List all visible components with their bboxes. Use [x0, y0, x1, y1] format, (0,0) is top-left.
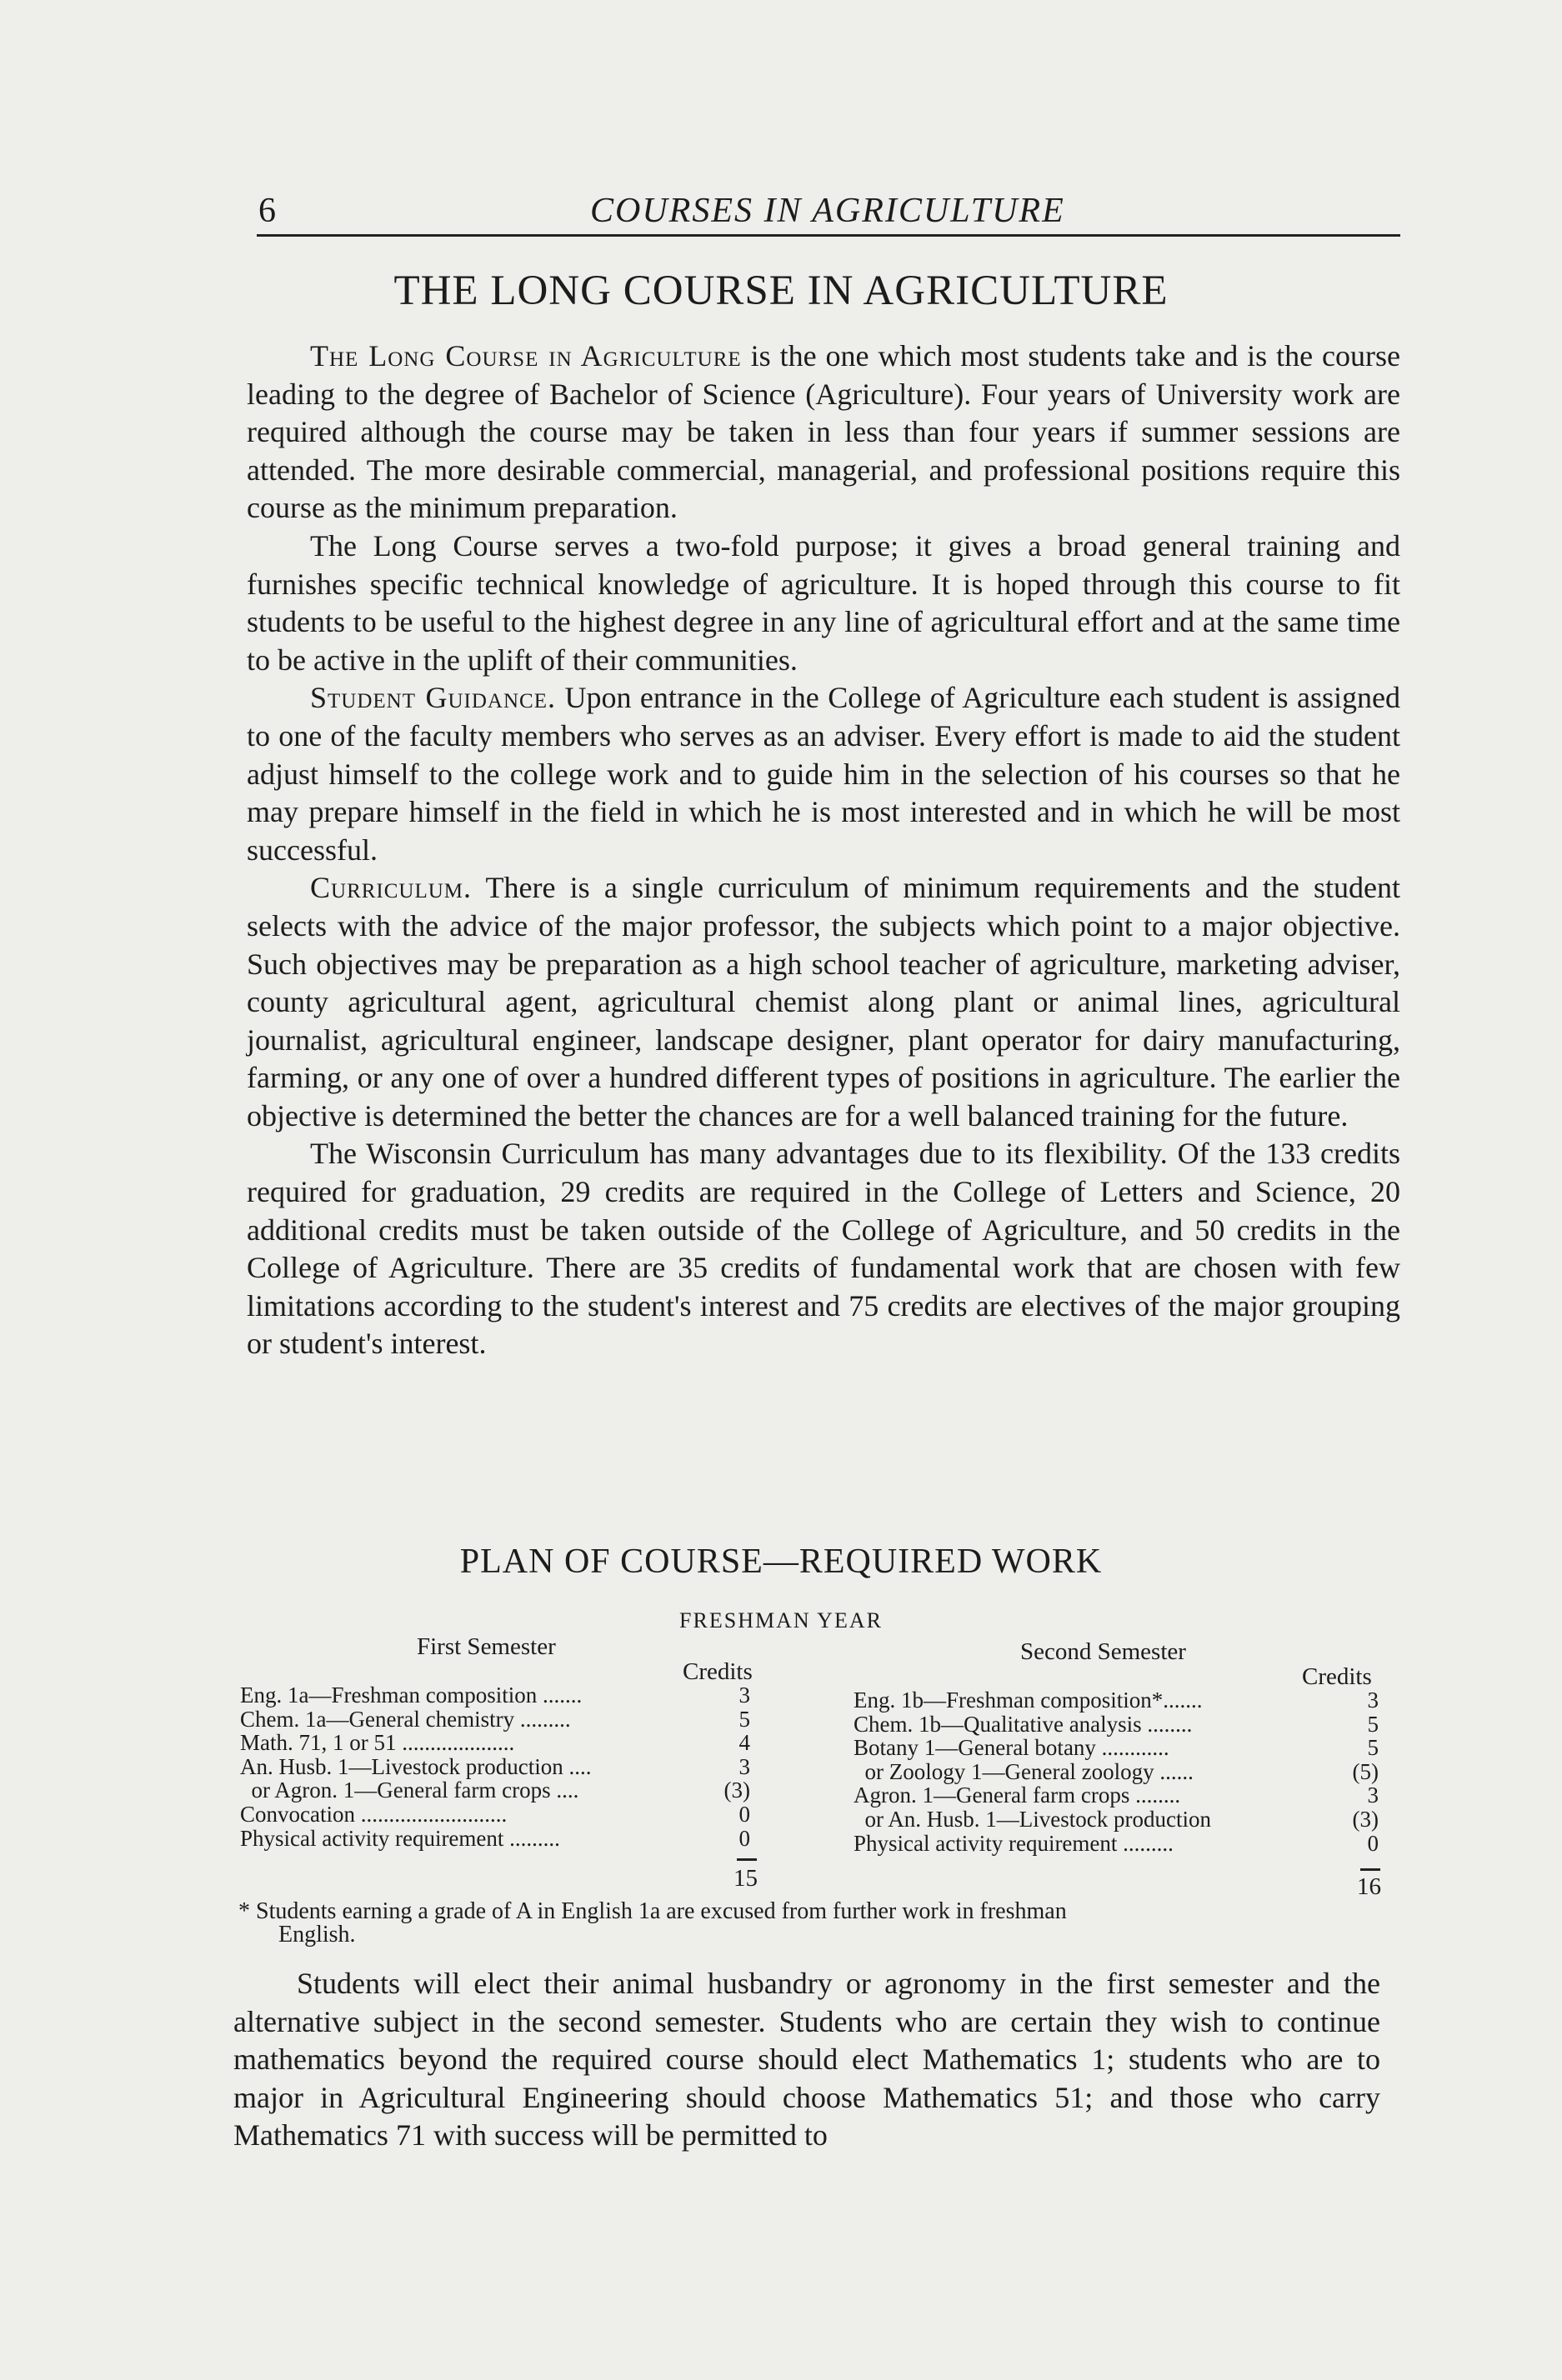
first-total: 15	[733, 1865, 758, 1892]
course-name: Math. 71, 1 or 51 ....................	[240, 1730, 515, 1756]
course-credits: 3	[738, 1753, 750, 1779]
paragraph-text: is the one which most students take and is the course leading to the degree of Bachelor of Science (Agriculture). Four years of University work are required although the course may be taken in less than four years if summer sessions are attended. The more desirable commercial, managerial, and professional positions require this course as the minimum preparation.	[247, 339, 1400, 525]
first-semester-table	[240, 1633, 765, 1892]
course-credits: 5	[1367, 1735, 1379, 1761]
closing-text	[233, 1965, 1380, 2155]
course-name: Eng. 1a—Freshman composition .......	[240, 1682, 583, 1708]
course-credits: (5)	[1352, 1758, 1379, 1784]
body-text	[247, 338, 1400, 1363]
paragraph-wisconsin: The Wisconsin Curriculum has many advantages due to its flexibility. Of the 133 credits required for graduation, 29 credits are required in the College of Letters and Science, 20 additional credits must be taken outside of the College of Agriculture, and 50 credits in the College of Agriculture. There are 35 credits of fundamental work that are chosen with few limitations according to the student's interest and 75 credits are electives of the major grouping or student's interest.	[247, 1137, 1400, 1361]
course-name: or Agron. 1—General farm crops ....	[240, 1778, 579, 1803]
course-credits: 0	[1367, 1830, 1379, 1856]
second-semester-heading: Second Semester	[1020, 1638, 1186, 1665]
course-name: or An. Husb. 1—Livestock production	[854, 1807, 1211, 1832]
course-credits: 0	[738, 1802, 750, 1827]
course-credits: (3)	[1352, 1807, 1379, 1832]
paragraph-elect: Students will elect their animal husbandry or agronomy in the first semester and the alternative subject in the second semester. Students who are certain they wish to continue mathematics beyond the required course should elect Mathematics 1; students who are to major in Agricultural Engineering should choose Mathematics 51; and those who carry Mathematics 71 with success will be permitted to	[233, 1967, 1380, 2152]
paragraph-guidance	[247, 679, 1400, 869]
footnote	[238, 1900, 1389, 1947]
course-credits: 0	[738, 1825, 750, 1851]
course-name: Botany 1—General botany ............	[854, 1735, 1169, 1761]
second-credits-heading: Credits	[1302, 1663, 1372, 1690]
paragraph-intro	[247, 338, 1400, 528]
page-title: THE LONG COURSE IN AGRICULTURE	[393, 268, 1169, 314]
course-name: Eng. 1b—Freshman composition*.......	[854, 1688, 1203, 1712]
second-total: 16	[1357, 1873, 1381, 1900]
footnote-line: English.	[278, 1922, 356, 1948]
paragraph-lead: Student Guidance.	[310, 681, 556, 715]
course-name: Chem. 1a—General chemistry .........	[240, 1706, 571, 1732]
paragraph-lead: The Long Course in Agriculture	[310, 339, 742, 372]
paragraph-curriculum	[247, 869, 1400, 1135]
course-credits: 5	[738, 1706, 750, 1732]
course-credits: (3)	[723, 1778, 750, 1803]
year-title: FRESHMAN YEAR	[679, 1608, 883, 1632]
course-credits: 4	[738, 1730, 750, 1756]
paragraph-lead: Curriculum.	[310, 871, 473, 905]
course-name: Physical activity requirement .........	[240, 1825, 560, 1851]
first-credits-heading: Credits	[683, 1658, 753, 1685]
page-number: 6	[258, 192, 276, 230]
first-semester-heading: First Semester	[417, 1633, 556, 1660]
course-name: Physical activity requirement .........	[854, 1830, 1174, 1856]
footnote-line: * Students earning a grade of A in English 1a are excused from further work in freshman	[238, 1898, 1067, 1924]
paragraph-text: Upon entrance in the College of Agriculture each student is assigned to one of the faculty members who serves as an adviser. Every effort is made to aid the student adjust himself to the college work and to guide him in the selection of his courses so that he may prepare himself in the field in which he is most interested and in which he will be most successful.	[247, 681, 1400, 867]
course-name: Agron. 1—General farm crops ........	[854, 1782, 1181, 1808]
paragraph-text: There is a single curriculum of minimum requirements and the student selects with the advice of the major professor, the subjects which point to a major objective. Such objectives may be preparation as a high school teacher of agriculture, marketing adviser, county agricultural agent, agricultural chemist along plant or animal lines, agricultural journalist, agricultural engineer, landscape designer, plant operator for dairy manufacturing, farming, or any one of over a hundred different types of positions in agriculture. The earlier the objective is determined the better the chances are for a well balanced training for the future.	[247, 871, 1400, 1132]
course-name: or Zoology 1—General zoology ......	[854, 1758, 1194, 1784]
sum-rule	[737, 1858, 757, 1861]
course-credits: 3	[1367, 1688, 1379, 1712]
plan-title: PLAN OF COURSE—REQUIRED WORK	[459, 1542, 1103, 1581]
second-semester-table	[854, 1637, 1387, 1900]
course-credits: 5	[1367, 1711, 1379, 1737]
course-credits: 3	[738, 1682, 750, 1708]
running-title: COURSES IN AGRICULTURE	[590, 192, 1065, 230]
paragraph-purpose: The Long Course serves a two-fold purpose; it gives a broad general training and furnishes specific technical knowledge of agriculture. It is hoped through this course to fit students to be useful to the highest degree in any line of agricultural effort and at the same time to be active in the uplift of their communities.	[247, 528, 1400, 677]
course-name: An. Husb. 1—Livestock production ....	[240, 1753, 592, 1779]
course-name: Chem. 1b—Qualitative analysis ........	[854, 1711, 1193, 1737]
running-head	[257, 188, 1400, 237]
course-credits: 3	[1367, 1782, 1379, 1808]
course-name: Convocation ..........................	[240, 1802, 508, 1827]
sum-rule	[1360, 1868, 1380, 1871]
